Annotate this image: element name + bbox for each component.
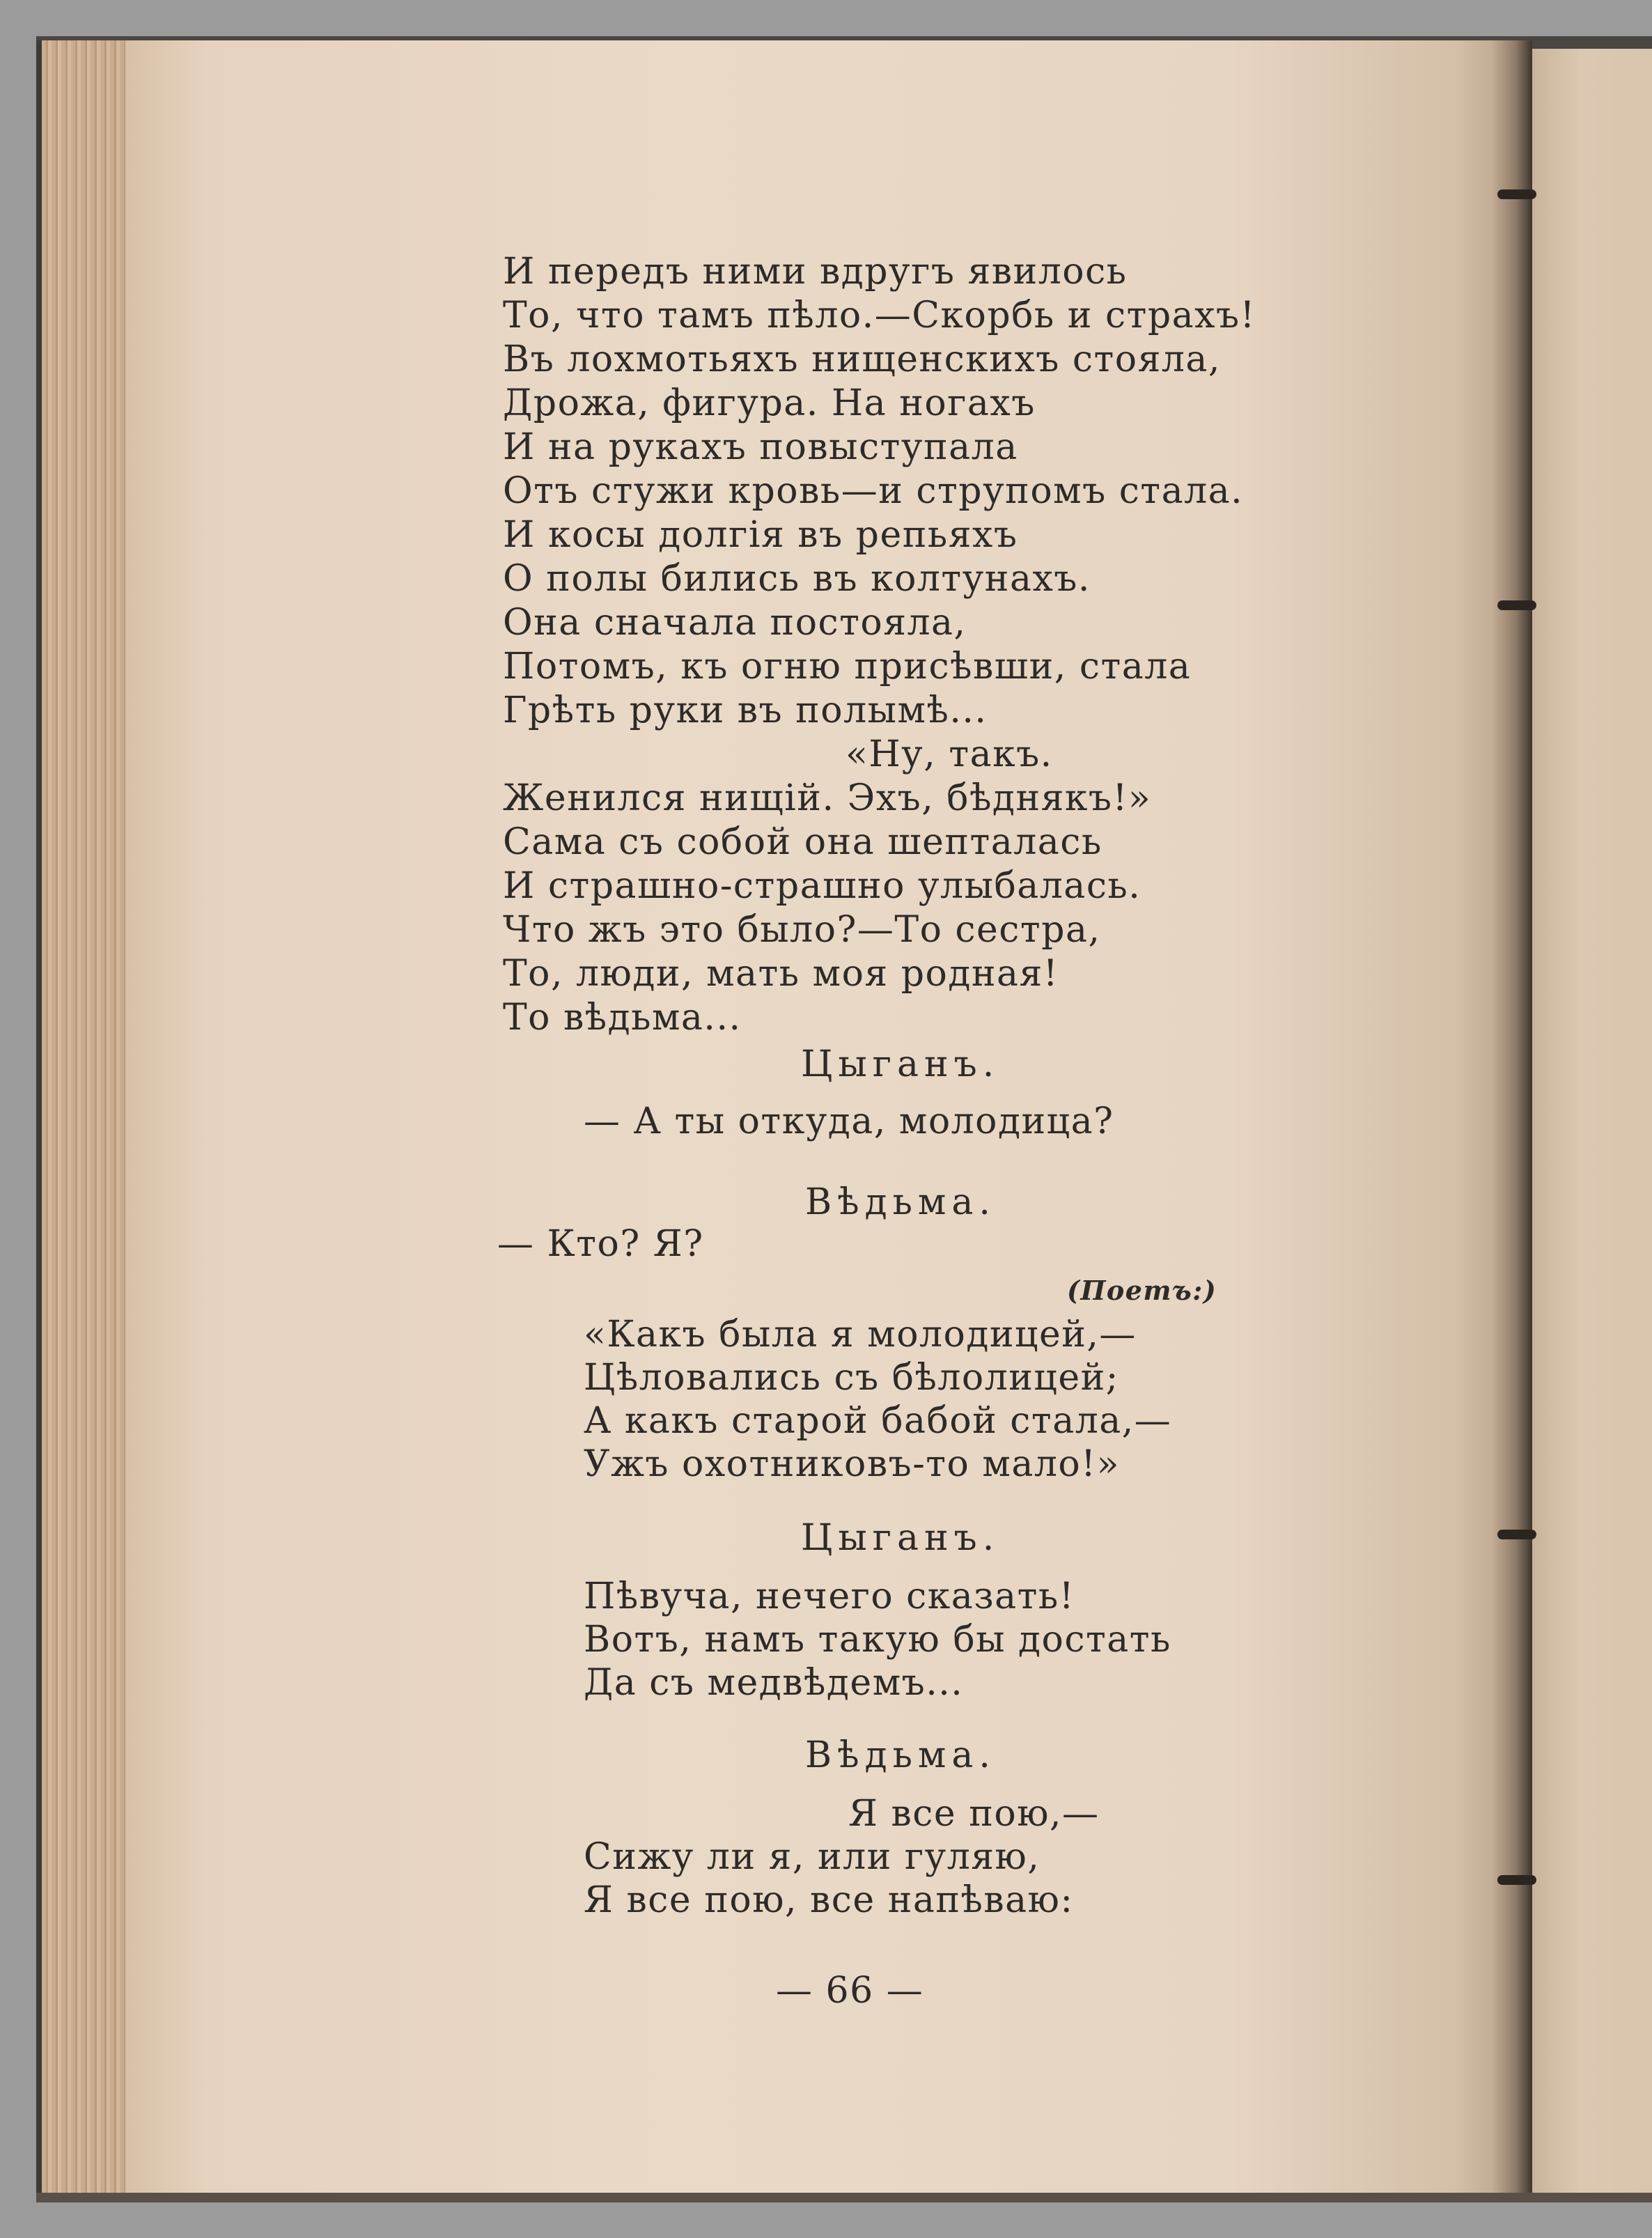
verse-line: И на рукахъ повыступала xyxy=(503,426,1018,468)
speaker-name: Цыганъ. xyxy=(801,1517,1000,1559)
verse-line: И передъ ними вдругъ явилось xyxy=(503,251,1128,293)
verse-line: Вотъ, намъ такую бы достать xyxy=(584,1619,1171,1661)
binding-stitch xyxy=(1497,600,1536,610)
verse-line: Сама съ собой она шепталась xyxy=(503,821,1102,863)
verse-line: Потомъ, къ огню присѣвши, стала xyxy=(503,646,1192,687)
verse-line: Женился нищій. Эхъ, бѣднякъ!» xyxy=(503,777,1152,819)
binding-stitch xyxy=(1497,1875,1536,1885)
verse-line: Дрожа, фигура. На ногахъ xyxy=(503,382,1036,424)
verse-line: И косы долгія въ репьяхъ xyxy=(503,514,1018,556)
book-bottom-edge xyxy=(36,2193,1652,2202)
verse-line: И страшно-страшно улыбалась. xyxy=(503,865,1141,907)
verse-line: О полы бились въ колтунахъ. xyxy=(503,558,1091,600)
verse-line: Что жъ это было?—То сестра, xyxy=(503,909,1101,951)
verse-line: Сижу ли я, или гуляю, xyxy=(584,1836,1041,1878)
verse-line: Грѣть руки въ полымѣ... xyxy=(503,690,988,731)
verse-line: Я все пою, все напѣваю: xyxy=(584,1879,1074,1921)
verse-line: — А ты откуда, молодица? xyxy=(584,1101,1114,1142)
verse-line: То, что тамъ пѣло.—Скорбь и страхъ! xyxy=(503,295,1256,336)
facing-page xyxy=(1532,49,1652,2193)
song-line: Цѣловались съ бѣлолицей; xyxy=(584,1357,1119,1399)
stage-direction: (Поетъ:) xyxy=(1067,1275,1217,1306)
book-gutter xyxy=(1490,40,1532,2193)
song-line: А какъ старой бабой стала,— xyxy=(584,1400,1172,1442)
verse-line: «Ну, такъ. xyxy=(846,733,1053,775)
verse-line: Она сначала постояла, xyxy=(503,602,967,644)
verse-line: То вѣдьма... xyxy=(503,997,742,1039)
verse-line: Въ лохмотьяхъ нищенскихъ стояла, xyxy=(503,339,1221,380)
verse-line: — Кто? Я? xyxy=(497,1223,704,1265)
page-edges xyxy=(36,40,139,2193)
speaker-name: Вѣдьма. xyxy=(805,1181,996,1223)
page-number: — 66 — xyxy=(776,1970,924,2012)
verse-line: Пѣвуча, нечего сказать! xyxy=(584,1576,1075,1617)
verse-line: То, люди, мать моя родная! xyxy=(503,953,1059,995)
verse-line: Да съ медвѣдемъ... xyxy=(584,1662,964,1704)
speaker-name: Вѣдьма. xyxy=(805,1734,996,1776)
verse-line: Я все пою,— xyxy=(848,1793,1100,1835)
song-line: Ужъ охотниковъ-то мало!» xyxy=(584,1443,1120,1485)
verse-line: Отъ стужи кровь—и струпомъ стала. xyxy=(503,470,1244,512)
binding-stitch xyxy=(1497,189,1536,199)
speaker-name: Цыганъ. xyxy=(801,1043,1000,1085)
binding-stitch xyxy=(1497,1530,1536,1539)
song-line: «Какъ была я молодицей,— xyxy=(584,1314,1137,1355)
